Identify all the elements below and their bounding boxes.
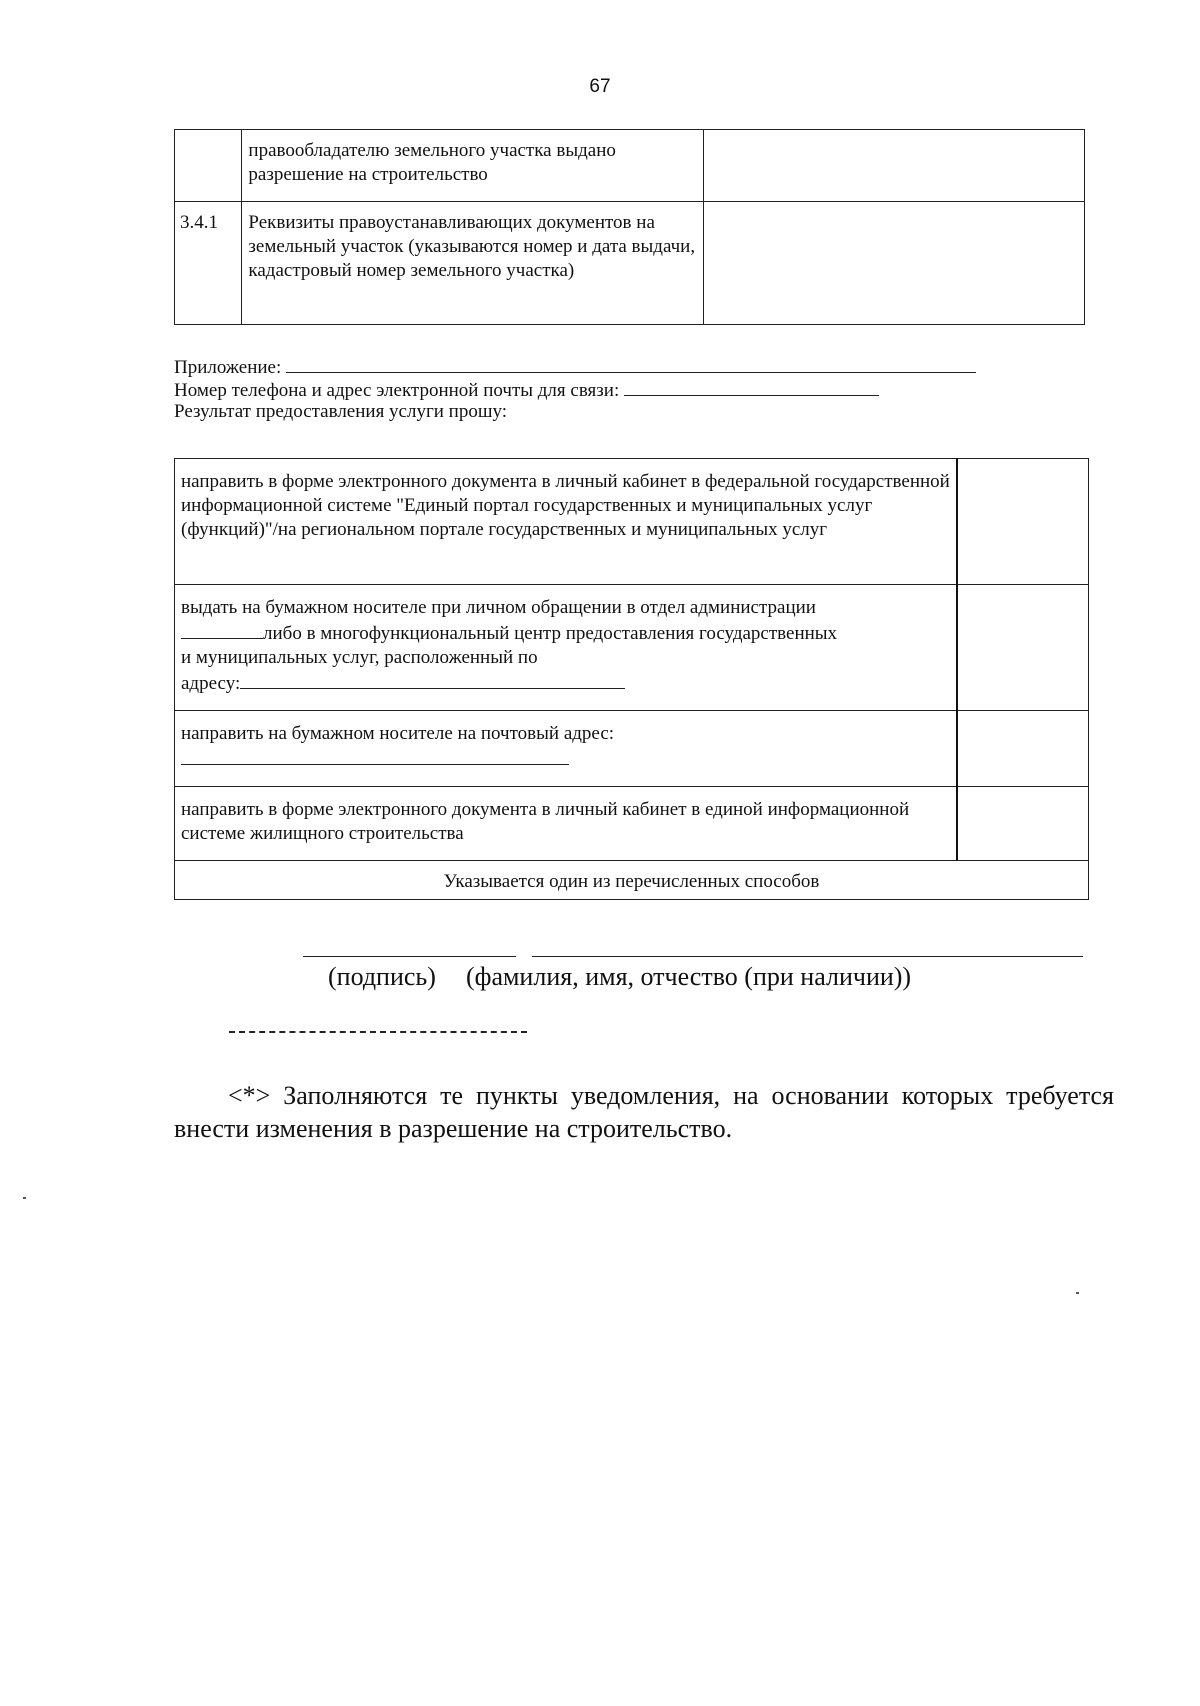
result-option-post-checkbox[interactable]	[957, 711, 1088, 787]
contacts-line	[174, 377, 879, 402]
attachment-blank-field[interactable]	[286, 354, 976, 373]
result-option-paper-office-line3: и муниципальных услуг, расположенный по	[181, 647, 538, 668]
table-row	[175, 861, 1089, 900]
post-address-blank-field[interactable]	[181, 746, 569, 765]
full-name-caption: (фамилия, имя, отчество (при наличии))	[465, 962, 912, 991]
result-option-post-text: направить на бумажном носителе на почтовый адрес:	[181, 723, 615, 744]
result-option-paper-office-line1: выдать на бумажном носителе при личном обращении в отдел администрации	[181, 597, 816, 618]
contacts-label: Номер телефона и адрес электронной почты для связи:	[174, 380, 620, 401]
item-description-cell: правообладателю земельного участка выдано разрешение на строительство	[242, 130, 704, 202]
result-label: Результат предоставления услуги прошу:	[174, 401, 508, 422]
table-row	[175, 459, 1089, 585]
result-option-paper-office-checkbox[interactable]	[957, 585, 1088, 711]
item-number-cell	[175, 130, 242, 202]
application-details-table	[174, 129, 1085, 325]
footnote-text: <*> Заполняются те пункты уведомления, на основании которых требуется внести изменения в разрешение на строительство.	[174, 1081, 1114, 1143]
item-number-cell: 3.4.1	[175, 202, 242, 325]
result-option-paper-office-line4	[181, 670, 950, 696]
scan-speck	[23, 1197, 26, 1199]
table-row	[175, 130, 1085, 202]
result-option-eisgs-checkbox[interactable]	[957, 787, 1088, 861]
result-option-epgu-text: направить в форме электронного документа в личный кабинет в федеральной государственной информационной системе "Единый портал государственных и муниципальных услуг (функций)"/на региональном портале государственных и муниципальных услуг	[175, 459, 958, 585]
post-address-line	[181, 746, 950, 772]
signature-caption: (подпись)	[328, 962, 436, 991]
signature-captions	[328, 962, 911, 992]
result-option-epgu-checkbox[interactable]	[957, 459, 1088, 585]
attachment-line	[174, 354, 976, 379]
contacts-blank-field[interactable]	[624, 377, 879, 396]
result-option-paper-office-line2-text: либо в многофункциональный центр предоставления государственных	[263, 623, 838, 644]
table-row	[175, 711, 1089, 787]
result-option-paper-office	[175, 585, 958, 711]
table-row	[175, 585, 1089, 711]
result-option-post	[175, 711, 958, 787]
full-name-blank-field[interactable]	[532, 956, 1083, 957]
address-label: адресу:	[181, 673, 241, 694]
item-value-cell[interactable]	[704, 130, 1085, 202]
page-number: 67	[589, 76, 611, 97]
table-row	[175, 202, 1085, 325]
address-blank-field[interactable]	[240, 670, 625, 689]
scan-speck	[1076, 1292, 1079, 1294]
item-description-cell: Реквизиты правоустанавливающих документов на земельный участок (указываются номер и дата выдачи, кадастровый номер земельного участка)	[242, 202, 704, 325]
administration-blank-field[interactable]	[181, 620, 263, 639]
result-option-paper-office-line2	[181, 620, 950, 646]
footnote	[174, 1079, 1114, 1145]
footnote-separator	[229, 1031, 527, 1033]
attachment-label: Приложение:	[174, 357, 282, 378]
table-row	[175, 787, 1089, 861]
item-value-cell[interactable]	[704, 202, 1085, 325]
result-method-table	[174, 458, 1089, 900]
signature-blank-field[interactable]	[303, 956, 516, 957]
result-option-eisgs-text: направить в форме электронного документа в личный кабинет в единой информационной системе жилищного строительства	[175, 787, 958, 861]
result-note: Указывается один из перечисленных способов	[175, 861, 1089, 900]
